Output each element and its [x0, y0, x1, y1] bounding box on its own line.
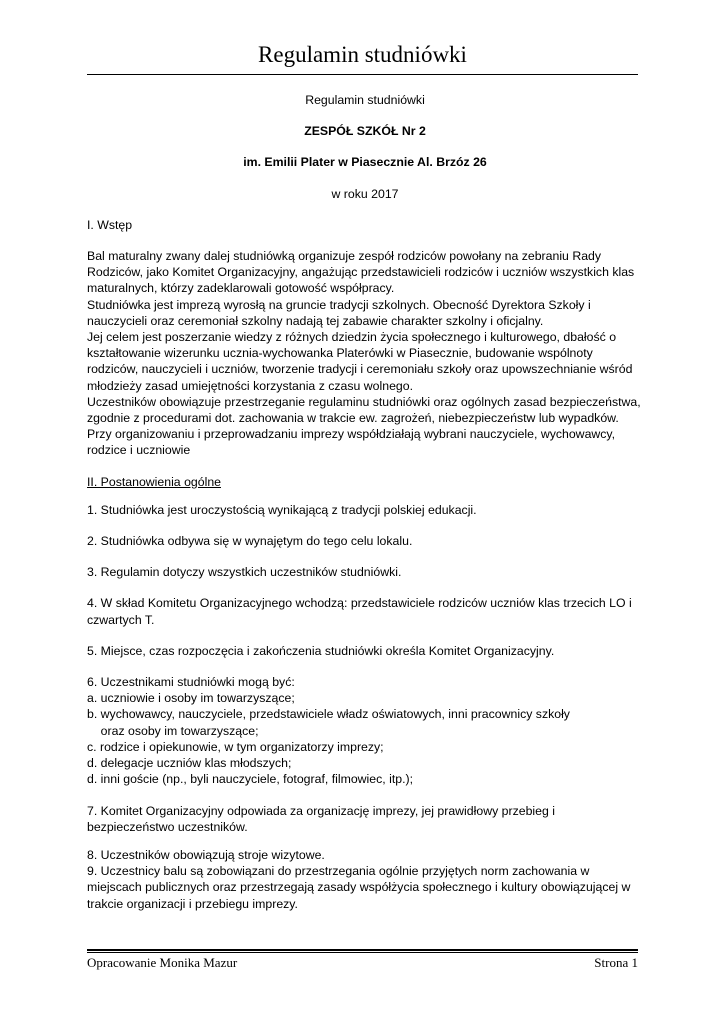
text-line: 8. Uczestników obowiązują stroje wizytowe.	[87, 847, 325, 862]
text-line: Jej celem jest poszerzanie wiedzy z różnych dziedzin życia społecznego i kulturowego, dbałość o	[87, 330, 617, 345]
text-line: 1. Studniówka jest uroczystością wynikającą z tradycji polskiej edukacji.	[87, 502, 477, 517]
document-body	[87, 92, 643, 912]
school-name: ZESPÓŁ SZKÓŁ Nr 2	[304, 124, 426, 139]
text-line: Bal maturalny zwany dalej studniówką organizuje zespół rodziców powołany na zebraniu Rady	[87, 249, 602, 264]
text-line: młodzieży zasad umiejętności korzystania z czasu wolnego.	[87, 378, 414, 393]
footer-page-number: Strona 1	[594, 955, 638, 970]
text-line: d. inni goście (np., byli nauczyciele, fotograf, filmowiec, itp.);	[87, 772, 414, 787]
list-item	[87, 564, 643, 580]
text-line: 4. W skład Komitetu Organizacyjnego wchodzą: przedstawiciele rodziców uczniów klas trzecich LO i	[87, 596, 632, 611]
text-line: 7. Komitet Organizacyjny odpowiada za organizację imprezy, jej prawidłowy przebieg i	[87, 803, 555, 818]
text-line: c. rodzice i opiekunowie, w tym organizatorzy imprezy;	[87, 739, 384, 754]
text-line: Studniówka jest imprezą wyrosłą na gruncie tradycji szkolnych. Obecność Dyrektora Szkoły i	[87, 297, 591, 312]
doc-title: Regulamin studniówki	[305, 93, 425, 107]
text-line: rodziców, nauczycieli i uczniów, tworzenie tradycji i ceremoniału szkoły oraz upowszechnianie wśród	[87, 362, 633, 377]
intro-paragraphs	[87, 248, 643, 459]
text-line: a. uczniowie i osoby im towarzyszące;	[87, 691, 295, 706]
list-item	[87, 502, 643, 518]
section-heading-general: II. Postanowienia ogólne	[87, 474, 221, 489]
general-provisions-tail	[87, 847, 643, 912]
text-line: nauczycieli oraz ceremoniał szkolny nadają tej zabawie charakter szkolny i oficjalny.	[87, 313, 544, 328]
text-line: 5. Miejsce, czas rozpoczęcia i zakończenia studniówki określa Komitet Organizacyjny.	[87, 643, 555, 658]
list-item	[87, 533, 643, 549]
page-footer	[87, 949, 638, 973]
text-line: maturalnych, którzy zadeklarowali gotowość współpracy.	[87, 281, 395, 296]
section-heading-intro: I. Wstęp	[87, 217, 133, 232]
text-line: Przy organizowaniu i przeprowadzaniu imprezy współdziałają wybrani nauczyciele, wychowawcy,	[87, 427, 616, 442]
text-line: zgodnie z procedurami dot. zachowania w trakcie ew. zagrożeń, niebezpieczeństw lub wypadków.	[87, 411, 619, 426]
list-item	[87, 595, 643, 627]
text-line: rodzice i uczniowie	[87, 443, 191, 458]
text-line: b. wychowawcy, nauczyciele, przedstawiciele władz oświatowych, inni pracownicy szkoły	[87, 707, 570, 722]
text-line: bezpieczeństwo uczestników.	[87, 819, 248, 834]
doc-year: w roku 2017	[331, 186, 399, 201]
text-line: 3. Regulamin dotyczy wszystkich uczestników studniówki.	[87, 565, 402, 580]
list-item	[87, 674, 643, 787]
footer-author: Opracowanie Monika Mazur	[87, 955, 238, 970]
text-line: 9. Uczestnicy balu są zobowiązani do przestrzegania ogólnie przyjętych norm zachowania w	[87, 864, 590, 879]
list-item	[87, 803, 643, 835]
text-line: Uczestników obowiązuje przestrzeganie regulaminu studniówki oraz ogólnych zasad bezpieczeństwa,	[87, 394, 641, 409]
text-line: oraz osoby im towarzyszące;	[87, 723, 259, 738]
general-provisions-list	[87, 502, 643, 835]
text-line: miejscach publicznych oraz przestrzegają zasady współżycia społecznego i kultury obowiązującej w	[87, 880, 631, 895]
text-line: kształtowanie wizerunku ucznia-wychowanka Platerówki w Piasecznie, budowanie wspólnoty	[87, 346, 593, 361]
page-header	[87, 38, 638, 75]
list-item	[87, 643, 643, 659]
header-title: Regulamin studniówki	[258, 42, 467, 67]
text-line: Rodziców, jako Komitet Organizacyjny, angażując przedstawicieli rodziców i uczniów wszystkich klas	[87, 265, 635, 280]
text-line: czwartych T.	[87, 612, 155, 627]
text-line: 2. Studniówka odbywa się w wynajętym do tego celu lokalu.	[87, 534, 413, 549]
school-address: im. Emilii Plater w Piasecznie Al. Brzóz 26	[243, 155, 487, 170]
text-line: trakcie organizacji i przebiegu imprezy.	[87, 896, 298, 911]
text-line: 6. Uczestnikami studniówki mogą być:	[87, 675, 295, 690]
text-line: d. delegacje uczniów klas młodszych;	[87, 756, 292, 771]
